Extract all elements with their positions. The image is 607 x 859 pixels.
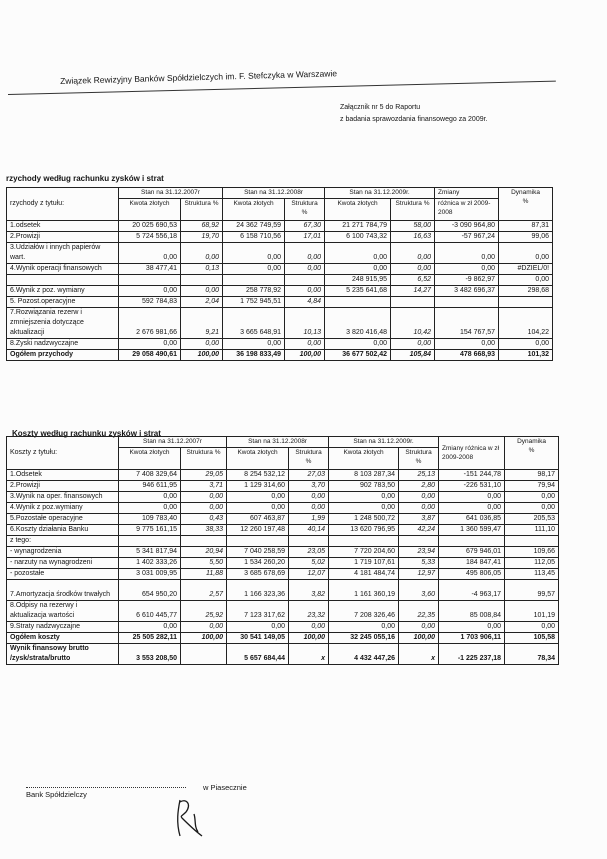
table-row (7, 558, 559, 569)
income-cell-k09: 0,00 (325, 243, 391, 264)
cost-cell-s08: x (289, 644, 329, 665)
income-cell-s07: 0,00 (181, 243, 223, 264)
cost-cell-s09: 0,00 (399, 492, 439, 503)
cost-cell-s09 (399, 536, 439, 547)
income-row-label: 5. Pozost.operacyjne (7, 297, 119, 308)
cost-row-label: 5.Pozostałe operacyjne (7, 514, 119, 525)
cost-sub-kwota-2007: Kwota złotych (119, 448, 181, 470)
cost-cell-s09: 0,00 (399, 503, 439, 514)
income-cell-s09: 14,27 (391, 286, 435, 297)
income-cell-s07: 0,13 (181, 264, 223, 275)
income-cell-dyn: 87,31 (499, 221, 553, 232)
income-cell-k08: 3 665 648,91 (223, 308, 285, 339)
cost-cell-k07: 0,00 (119, 492, 181, 503)
cost-sub-struktura-2008: Struktura % (289, 448, 329, 470)
cost-cell-s07: 0,00 (181, 622, 227, 633)
income-cell-diff: -9 862,97 (435, 275, 499, 286)
income-cell-s08: 10,13 (285, 308, 325, 339)
cost-cell-diff: 0,00 (439, 622, 505, 633)
income-table (6, 187, 553, 361)
cost-cell-k09: 0,00 (329, 622, 399, 633)
income-cell-k09: 3 820 416,48 (325, 308, 391, 339)
income-cell-k07: 2 676 981,66 (119, 308, 181, 339)
income-row-label: 8.Zyski nadzwyczajne (7, 339, 119, 350)
cost-cell-s08: 0,00 (289, 492, 329, 503)
income-cell-s08: 0,00 (285, 243, 325, 264)
income-cell-dyn: 99,06 (499, 232, 553, 243)
cost-cell-k07: 0,00 (119, 622, 181, 633)
income-cell-k07: 0,00 (119, 286, 181, 297)
cost-row-label: 3.Wynik na oper. finansowych (7, 492, 119, 503)
cost-cell-k09: 902 783,50 (329, 481, 399, 492)
table-row (7, 514, 559, 525)
cost-table (6, 436, 559, 665)
cost-cell-diff: 495 806,05 (439, 569, 505, 580)
cost-cell-diff: 184 847,41 (439, 558, 505, 569)
income-cell-s09: 0,00 (391, 264, 435, 275)
income-row-label: 6.Wynik z poz. wymiany (7, 286, 119, 297)
income-sub-kwota-2007: Kwota złotych (119, 199, 181, 221)
income-row-label: 3.Udziałów i innych papierów wart. (7, 243, 119, 264)
income-cell-s09: 58,00 (391, 221, 435, 232)
cost-cell-s07: 100,00 (181, 633, 227, 644)
table-row (7, 243, 553, 264)
income-sub-kwota-2008: Kwota złotych (223, 199, 285, 221)
cost-cell-k07: 946 611,95 (119, 481, 181, 492)
cost-col-2008: Stan na 31.12.2008r (227, 437, 329, 448)
cost-cell-k08: 0,00 (227, 622, 289, 633)
income-cell-s08 (285, 275, 325, 286)
cost-cell-diff: 679 946,01 (439, 547, 505, 558)
cost-cell-s08: 3,70 (289, 481, 329, 492)
table-row (7, 350, 553, 361)
cost-cell-dyn: 111,10 (505, 525, 559, 536)
footer-bank: Bank Spółdzielczy (26, 790, 87, 799)
income-cell-dyn: 104,22 (499, 308, 553, 339)
income-cell-s07: 19,70 (181, 232, 223, 243)
table-row (7, 547, 559, 558)
income-cell-k09: 5 235 641,68 (325, 286, 391, 297)
income-row-label: 2.Prowizji (7, 232, 119, 243)
cost-col-dynamika-label: Dynamika (517, 438, 546, 445)
cost-cell-dyn: 78,34 (505, 644, 559, 665)
cost-sub-kwota-2009: Kwota złotych (329, 448, 399, 470)
income-cell-k08: 0,00 (223, 243, 285, 264)
cost-cell-s07: 25,92 (181, 601, 227, 622)
income-cell-k07: 0,00 (119, 243, 181, 264)
cost-cell-s07 (181, 536, 227, 547)
cost-cell-dyn: 205,53 (505, 514, 559, 525)
cost-col-dynamika-unit: % (528, 447, 535, 454)
income-col-dynamika-label: Dynamika (511, 189, 540, 196)
income-cell-diff: 0,00 (435, 339, 499, 350)
table-row (7, 286, 553, 297)
cost-cell-k09: 0,00 (329, 503, 399, 514)
cost-cell-diff: 0,00 (439, 492, 505, 503)
cost-cell-s07: 5,50 (181, 558, 227, 569)
income-cell-k08 (223, 275, 285, 286)
cost-cell-k09: 8 103 287,34 (329, 470, 399, 481)
income-cell-diff: -3 090 964,80 (435, 221, 499, 232)
income-col-2009: Stan na 31.12.2009r. (325, 188, 435, 199)
cost-cell-s09: 2,80 (399, 481, 439, 492)
income-cell-dyn: 0,00 (499, 339, 553, 350)
income-cell-s07 (181, 275, 223, 286)
cost-cell-k09: 1 161 360,19 (329, 580, 399, 601)
cost-row-label: 6.Koszty działania Banku (7, 525, 119, 536)
cost-row-label: 4.Wynik z poz.wymiany (7, 503, 119, 514)
cost-cell-k07: 7 408 329,64 (119, 470, 181, 481)
cost-cell-s07 (181, 644, 227, 665)
cost-cell-k09: 7 720 204,60 (329, 547, 399, 558)
income-cell-s08: 67,30 (285, 221, 325, 232)
cost-cell-k07: 6 610 445,77 (119, 601, 181, 622)
table-row (7, 264, 553, 275)
cost-cell-s07: 11,88 (181, 569, 227, 580)
cost-cell-dyn: 101,19 (505, 601, 559, 622)
income-cell-k07: 0,00 (119, 339, 181, 350)
cost-cell-k09: 1 248 500,72 (329, 514, 399, 525)
cost-row-label: - pozostałe (7, 569, 119, 580)
cost-row-label: - narzuty na wynagrodzeni (7, 558, 119, 569)
income-col-2007: Stan na 31.12.2007r (119, 188, 223, 199)
cost-cell-k07: 9 775 161,15 (119, 525, 181, 536)
income-cell-k08: 0,00 (223, 339, 285, 350)
income-cell-k07 (119, 275, 181, 286)
cost-cell-k08: 0,00 (227, 503, 289, 514)
income-cell-dyn: 101,32 (499, 350, 553, 361)
income-row-label (7, 275, 119, 286)
cost-cell-k09: 0,00 (329, 492, 399, 503)
cost-col-zmiany: Zmiany różnica w zł 2009-2008 (439, 437, 505, 470)
cost-cell-k07: 1 402 333,26 (119, 558, 181, 569)
income-sub-struktura-2007: Struktura % (181, 199, 223, 221)
attachment-line-2: z badania sprawozdania finansowego za 2009r. (340, 116, 488, 123)
cost-cell-k09: 4 181 484,74 (329, 569, 399, 580)
cost-cell-dyn: 79,94 (505, 481, 559, 492)
cost-cell-s07: 20,94 (181, 547, 227, 558)
cost-cell-s08: 23,05 (289, 547, 329, 558)
cost-cell-k09 (329, 536, 399, 547)
cost-cell-s09: 42,24 (399, 525, 439, 536)
cost-cell-s08: 0,00 (289, 503, 329, 514)
cost-cell-k07: 0,00 (119, 503, 181, 514)
income-cell-k09: 6 100 743,32 (325, 232, 391, 243)
income-row-label: 1.odsetek (7, 221, 119, 232)
cost-cell-s09: x (399, 644, 439, 665)
cost-cell-s07: 2,57 (181, 580, 227, 601)
cost-row-label: 7.Amortyzacja środków trwałych (7, 580, 119, 601)
cost-cell-k08: 30 541 149,05 (227, 633, 289, 644)
cost-cell-s07: 29,05 (181, 470, 227, 481)
attachment-note (340, 102, 488, 126)
cost-cell-diff: -4 963,17 (439, 580, 505, 601)
cost-cell-k08: 607 463,87 (227, 514, 289, 525)
cost-cell-k08 (227, 536, 289, 547)
cost-cell-k07: 5 341 817,94 (119, 547, 181, 558)
table-row (7, 481, 559, 492)
cost-cell-k09: 13 620 796,95 (329, 525, 399, 536)
income-cell-s07: 9,21 (181, 308, 223, 339)
table-row (7, 580, 559, 601)
cost-cell-s07: 0,00 (181, 503, 227, 514)
income-cell-diff: -57 967,24 (435, 232, 499, 243)
income-cell-dyn: 0,00 (499, 243, 553, 264)
table-row (7, 601, 559, 622)
table-row (7, 503, 559, 514)
cost-row-label: Ogółem koszty (7, 633, 119, 644)
income-cell-s08: 17,01 (285, 232, 325, 243)
income-cell-diff (435, 297, 499, 308)
cost-cell-diff: -1 225 237,18 (439, 644, 505, 665)
cost-cell-k08: 1 534 260,20 (227, 558, 289, 569)
cost-cell-s08: 1,99 (289, 514, 329, 525)
table-row (7, 275, 553, 286)
cost-cell-dyn: 113,45 (505, 569, 559, 580)
income-cell-s09 (391, 297, 435, 308)
cost-cell-k07: 3 553 208,50 (119, 644, 181, 665)
income-row-label: 7.Rozwiązania rezerw i zmniejszenia dotyczące aktualizacji (7, 308, 119, 339)
table-row (7, 525, 559, 536)
income-col-dynamika-unit: % (522, 198, 529, 205)
table-row (7, 622, 559, 633)
cost-cell-diff (439, 536, 505, 547)
table-row (7, 308, 553, 339)
cost-cell-k08: 7 040 258,59 (227, 547, 289, 558)
cost-cell-k07: 109 783,40 (119, 514, 181, 525)
cost-cell-k08: 12 260 197,48 (227, 525, 289, 536)
cost-col-2007: Stan na 31.12.2007r (119, 437, 227, 448)
income-row-label: 4.Wynik operacji finansowych (7, 264, 119, 275)
table-row (7, 470, 559, 481)
income-cell-k07: 38 477,41 (119, 264, 181, 275)
cost-row-label: z tego: (7, 536, 119, 547)
income-cell-s07: 68,92 (181, 221, 223, 232)
table-row (7, 221, 553, 232)
cost-cell-diff: -226 531,10 (439, 481, 505, 492)
table-row (7, 569, 559, 580)
cost-cell-s08: 23,32 (289, 601, 329, 622)
income-cell-s08: 0,00 (285, 286, 325, 297)
income-col-zmiany: Zmiany (435, 188, 499, 199)
income-cell-k08: 0,00 (223, 264, 285, 275)
income-row-label: Ogółem przychody (7, 350, 119, 361)
cost-cell-k09: 4 432 447,26 (329, 644, 399, 665)
income-cell-k08: 258 778,92 (223, 286, 285, 297)
income-cell-k09: 21 271 784,79 (325, 221, 391, 232)
cost-cell-diff: 0,00 (439, 503, 505, 514)
cost-cell-s07: 0,00 (181, 492, 227, 503)
income-cell-dyn: 0,00 (499, 275, 553, 286)
cost-cell-dyn: 109,66 (505, 547, 559, 558)
income-cell-s07: 0,00 (181, 286, 223, 297)
cost-cell-dyn: 105,58 (505, 633, 559, 644)
income-cell-s07: 100,00 (181, 350, 223, 361)
income-cell-s08: 100,00 (285, 350, 325, 361)
income-cell-k08: 1 752 945,51 (223, 297, 285, 308)
income-cell-diff: 3 482 696,37 (435, 286, 499, 297)
cost-cell-s08: 12,07 (289, 569, 329, 580)
cost-cell-k08: 8 254 532,12 (227, 470, 289, 481)
cost-cell-k07 (119, 536, 181, 547)
cost-cell-k08: 7 123 317,62 (227, 601, 289, 622)
cost-cell-s08: 3,82 (289, 580, 329, 601)
income-cell-k08: 6 158 710,56 (223, 232, 285, 243)
income-cell-k07: 20 025 690,53 (119, 221, 181, 232)
cost-cell-s09: 3,87 (399, 514, 439, 525)
income-cell-s09: 105,84 (391, 350, 435, 361)
cost-cell-s09: 25,13 (399, 470, 439, 481)
table-row (7, 232, 553, 243)
cost-col-dynamika (505, 437, 559, 470)
income-cell-k09: 36 677 502,42 (325, 350, 391, 361)
cost-row-label: Wynik finansowy brutto /zysk/strata/brutto (7, 644, 119, 665)
cost-cell-diff: 1 703 906,11 (439, 633, 505, 644)
table-row (7, 536, 559, 547)
income-cell-s08: 0,00 (285, 264, 325, 275)
income-cell-k09: 0,00 (325, 339, 391, 350)
cost-cell-k08: 1 166 323,36 (227, 580, 289, 601)
income-cell-s07: 2,04 (181, 297, 223, 308)
cost-cell-k08: 0,00 (227, 492, 289, 503)
cost-cell-k08: 3 685 678,69 (227, 569, 289, 580)
income-row-header: rzychody z tytułu: (7, 188, 119, 221)
cost-cell-dyn: 0,00 (505, 492, 559, 503)
cost-cell-s07: 3,71 (181, 481, 227, 492)
cost-cell-dyn: 98,17 (505, 470, 559, 481)
income-cell-s09: 10,42 (391, 308, 435, 339)
cost-cell-dyn: 112,05 (505, 558, 559, 569)
cost-cell-s09: 22,35 (399, 601, 439, 622)
income-cell-k09: 0,00 (325, 264, 391, 275)
cost-cell-dyn: 0,00 (505, 503, 559, 514)
cost-row-header: Koszty z tytułu: (7, 437, 119, 470)
cost-cell-s08: 40,14 (289, 525, 329, 536)
income-cell-k09 (325, 297, 391, 308)
cost-cell-s09: 3,60 (399, 580, 439, 601)
cost-row-label: 8.Odpisy na rezerwy i aktualizacja wartości (7, 601, 119, 622)
cost-cell-s08: 0,00 (289, 622, 329, 633)
income-cell-dyn (499, 297, 553, 308)
cost-row-label: 9.Straty nadzwyczajne (7, 622, 119, 633)
income-cell-s08: 4,84 (285, 297, 325, 308)
income-sub-struktura-2009: Struktura % (391, 199, 435, 221)
income-cell-s09: 0,00 (391, 243, 435, 264)
table-row (7, 339, 553, 350)
income-cell-diff: 478 668,93 (435, 350, 499, 361)
table-row (7, 492, 559, 503)
cost-cell-s09: 23,94 (399, 547, 439, 558)
cost-cell-s08: 100,00 (289, 633, 329, 644)
income-sub-zmiany: różnica w zł 2009-2008 (435, 199, 499, 221)
cost-cell-diff: 85 008,84 (439, 601, 505, 622)
income-col-dynamika (499, 188, 553, 221)
income-cell-diff: 0,00 (435, 264, 499, 275)
cost-cell-k07: 25 505 282,11 (119, 633, 181, 644)
income-cell-k07: 592 784,83 (119, 297, 181, 308)
attachment-line-1: Załącznik nr 5 do Raportu (340, 104, 421, 111)
cost-row-label: 1.Odsetek (7, 470, 119, 481)
income-cell-k07: 29 058 490,61 (119, 350, 181, 361)
income-cell-k09: 248 915,95 (325, 275, 391, 286)
cost-sub-struktura-2007: Struktura % (181, 448, 227, 470)
cost-cell-k09: 32 245 055,16 (329, 633, 399, 644)
cost-cell-s07: 0,43 (181, 514, 227, 525)
income-sub-struktura-2008: Struktura % (285, 199, 325, 221)
income-cell-diff: 0,00 (435, 243, 499, 264)
income-cell-dyn: #DZIEL/0! (499, 264, 553, 275)
income-cell-dyn: 298,68 (499, 286, 553, 297)
income-cell-k08: 24 362 749,59 (223, 221, 285, 232)
table-row (7, 644, 559, 665)
footer-place: w Piasecznie (203, 783, 247, 792)
income-cell-s09: 0,00 (391, 339, 435, 350)
cost-cell-s07: 38,33 (181, 525, 227, 536)
organization-header: Związek Rewizyjny Banków Spółdzielczych im. F. Stefczyka w Warszawie (60, 68, 338, 86)
cost-cell-diff: 641 036,85 (439, 514, 505, 525)
cost-row-label: 2.Prowizji (7, 481, 119, 492)
income-table-title: rzychody według rachunku zysków i strat (6, 174, 164, 183)
cost-cell-s08: 5,02 (289, 558, 329, 569)
cost-cell-k08: 5 657 684,44 (227, 644, 289, 665)
cost-cell-s09: 100,00 (399, 633, 439, 644)
income-cell-s09: 16,63 (391, 232, 435, 243)
income-cell-s08: 0,00 (285, 339, 325, 350)
handwritten-signature (172, 796, 208, 840)
cost-col-2009: Stan na 31.12.2009r. (329, 437, 439, 448)
cost-cell-dyn: 0,00 (505, 622, 559, 633)
cost-sub-struktura-2009: Struktura % (399, 448, 439, 470)
footer-rule (26, 787, 186, 788)
income-cell-s09: 6,52 (391, 275, 435, 286)
income-sub-kwota-2009: Kwota złotych (325, 199, 391, 221)
cost-cell-dyn (505, 536, 559, 547)
cost-cell-s08 (289, 536, 329, 547)
cost-cell-k08: 1 129 314,60 (227, 481, 289, 492)
cost-sub-kwota-2008: Kwota złotych (227, 448, 289, 470)
cost-cell-diff: -151 244,78 (439, 470, 505, 481)
income-col-2008: Stan na 31.12.2008r (223, 188, 325, 199)
table-row (7, 297, 553, 308)
cost-cell-diff: 1 360 599,47 (439, 525, 505, 536)
income-cell-diff: 154 767,57 (435, 308, 499, 339)
cost-cell-k07: 3 031 009,95 (119, 569, 181, 580)
cost-cell-s08: 27,03 (289, 470, 329, 481)
cost-cell-k09: 1 719 107,61 (329, 558, 399, 569)
income-cell-s07: 0,00 (181, 339, 223, 350)
cost-table-title: Koszty według rachunku zysków i strat (12, 429, 161, 438)
income-cell-k08: 36 198 833,49 (223, 350, 285, 361)
cost-header-row-1 (7, 437, 559, 448)
cost-cell-s09: 12,97 (399, 569, 439, 580)
cost-cell-dyn: 99,57 (505, 580, 559, 601)
cost-cell-k09: 7 208 326,46 (329, 601, 399, 622)
cost-cell-k07: 654 950,20 (119, 580, 181, 601)
income-header-row-1 (7, 188, 553, 199)
income-cell-k07: 5 724 556,18 (119, 232, 181, 243)
cost-cell-s09: 5,33 (399, 558, 439, 569)
cost-cell-s09: 0,00 (399, 622, 439, 633)
cost-row-label: - wynagrodzenia (7, 547, 119, 558)
table-row (7, 633, 559, 644)
